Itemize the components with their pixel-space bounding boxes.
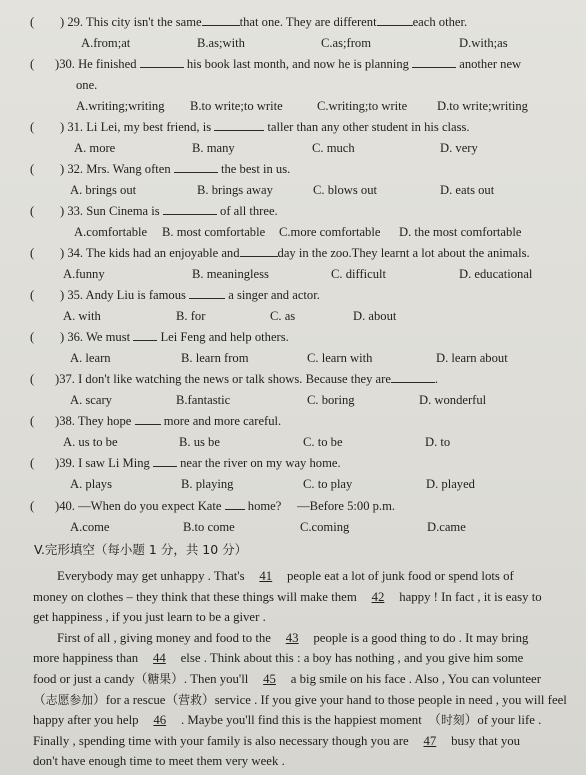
passage-line: get happiness , if you just learn to be a giver . [33,610,266,625]
option-c[interactable]: C.coming [300,520,350,534]
question-39 [0,453,586,495]
option-b[interactable]: B. many [192,141,235,155]
answer-blank[interactable] [140,55,184,68]
answer-blank[interactable] [133,328,157,341]
option-c[interactable]: C. learn with [307,351,373,365]
option-d[interactable]: D. eats out [440,183,495,197]
answer-blank[interactable] [391,370,435,383]
option-a[interactable]: A. plays [70,477,112,491]
option-c[interactable]: C. as [270,309,296,323]
section-title: V.完形填空（每小题 1 分，共 10 分） [34,542,248,557]
answer-blank[interactable] [412,55,456,68]
answer-blank[interactable] [135,412,161,425]
question-stem: ) 31. Li Lei, my best friend, is taller than any other student in his class. [60,120,470,134]
option-a[interactable]: A.from;at [81,36,131,50]
passage-line: food or just a candy（糖果）. Then you'll 45 a big smile on his face . Also , You can volunteer [33,669,569,690]
option-d[interactable]: D.with;as [459,36,508,50]
answer-paren[interactable]: ( [30,246,35,260]
blank-41[interactable]: 41 [259,569,273,583]
blank-43[interactable]: 43 [285,630,299,645]
option-a[interactable]: A. with [63,309,101,323]
answer-blank[interactable] [189,286,225,299]
answer-paren[interactable]: ( [30,372,35,386]
answer-blank[interactable] [225,497,245,510]
option-d[interactable]: D. wonderful [419,393,487,407]
question-stem: )38. They hope more and more careful. [55,414,282,428]
option-b[interactable]: B. for [176,309,206,323]
option-b[interactable]: B. us be [179,435,220,449]
option-d[interactable]: D. very [440,141,478,155]
option-b[interactable]: B.to come [183,520,235,534]
answer-blank[interactable] [174,160,218,173]
option-c[interactable]: C. to be [303,435,343,449]
question-stem: )40. —When do you expect Kate home? —Before 5:00 p.m. [55,499,396,513]
question-35 [0,285,586,327]
question-stem: ) 36. We must Lei Feng and help others. [60,330,289,344]
answer-paren[interactable]: ( [30,288,35,302]
question-34 [0,243,586,285]
question-stem: ) 35. Andy Liu is famous a singer and actor. [60,288,320,302]
question-36 [0,327,586,369]
answer-paren[interactable]: ( [30,120,35,134]
answer-paren[interactable]: ( [30,414,35,428]
passage-line: （志愿参加）for a rescue（营救）service . If you give your hand to those people in need , you will feel [33,692,567,707]
question-stem: )37. I don't like watching the news or talk shows. Because they are . [55,372,439,386]
answer-blank[interactable] [377,13,413,26]
question-37 [0,369,586,411]
option-d[interactable]: D. about [353,309,397,323]
option-a[interactable]: A.writing;writing [76,99,165,113]
blank-44[interactable]: 44 [153,651,166,666]
option-d[interactable]: D.came [427,520,466,534]
question-40 [0,496,586,538]
option-c[interactable]: C.as;from [321,36,372,50]
option-d[interactable]: D. educational [459,267,533,281]
option-b[interactable]: B.as;with [197,36,245,50]
question-stem: ) 29. This city isn't the same that one. They are different each other. [60,15,468,29]
answer-blank[interactable] [163,202,217,215]
blank-45[interactable]: 45 [263,671,276,686]
answer-paren[interactable]: ( [30,456,35,470]
passage-line: happy after you help 46 . Maybe you'll find this is the happiest moment （时刻）of your life . [33,710,569,731]
answer-paren[interactable]: ( [30,204,35,218]
option-c[interactable]: C. to play [303,477,353,491]
option-c[interactable]: C.writing;to write [317,99,408,113]
option-c[interactable]: C.more comfortable [279,225,381,239]
passage-line: don't have enough time to meet them very week . [33,754,285,769]
option-d[interactable]: D. to [425,435,451,449]
answer-paren[interactable]: ( [30,162,35,176]
question-stem: ) 34. The kids had an enjoyable and day in the zoo.They learnt a lot about the animals. [60,246,530,260]
question-stem: ) 32. Mrs. Wang often the best in us. [60,162,291,176]
passage-line: more happiness than 44 else . Think about this : a boy has nothing , and you give him some [33,648,569,669]
option-b[interactable]: B. most comfortable [162,225,266,239]
option-a[interactable]: A.funny [63,267,105,281]
answer-paren[interactable]: ( [30,330,35,344]
cloze-passage [33,566,569,772]
passage-line: Finally , spending time with your family is also necessary though you are 47 busy that you [33,731,569,752]
blank-46[interactable]: 46 [153,713,167,728]
option-b[interactable]: B.fantastic [176,393,231,407]
passage-line: Everybody may get unhappy . That's 41 people eat a lot of junk food or spend lots of [33,566,569,587]
blank-47[interactable]: 47 [423,733,437,748]
option-b[interactable]: B. learn from [181,351,249,365]
blank-42[interactable]: 42 [371,589,385,604]
question-30 [0,54,586,117]
question-31 [0,117,586,159]
option-a[interactable]: A. learn [70,351,111,365]
option-d[interactable]: D. learn about [436,351,508,365]
option-b[interactable]: B. brings away [197,183,273,197]
option-a[interactable]: A.comfortable [74,225,148,239]
option-c[interactable]: C. boring [307,393,355,407]
answer-blank[interactable] [153,454,177,467]
option-a[interactable]: A.come [70,520,110,534]
option-a[interactable]: A. scary [70,393,112,407]
question-stem: ) 33. Sun Cinema is of all three. [60,204,278,218]
option-b[interactable]: B. playing [181,477,234,491]
option-d[interactable]: D. the most comfortable [399,225,522,239]
question-29 [0,12,586,54]
question-38 [0,411,586,453]
question-stem: )39. I saw Li Ming near the river on my way home. [55,456,341,470]
answer-paren[interactable]: ( [30,15,35,29]
answer-paren[interactable]: ( [30,499,35,513]
option-d[interactable]: D. played [426,477,475,491]
question-33 [0,201,586,243]
option-d[interactable]: D.to write;writing [437,99,528,113]
question-32 [0,159,586,201]
passage-line: First of all , giving money and food to the 43 people is a good thing to do . It may bring [33,628,569,649]
option-a[interactable]: A. more [74,141,116,155]
question-stem: )30. He finished his book last month, and now he is planning another new [55,57,522,71]
answer-blank[interactable] [214,118,264,131]
option-c[interactable]: C. difficult [331,267,387,281]
option-a[interactable]: A. us to be [63,435,118,449]
option-c[interactable]: C. blows out [313,183,378,197]
option-b[interactable]: B.to write;to write [190,99,283,113]
passage-line: money on clothes – they think that these things will make them 42 happy ! In fact , it is easy to [33,587,569,608]
option-c[interactable]: C. much [312,141,355,155]
option-b[interactable]: B. meaningless [192,267,269,281]
answer-blank[interactable] [240,244,278,257]
answer-blank[interactable] [202,13,240,26]
answer-paren[interactable]: ( [30,57,35,71]
question-continuation: one. [76,78,98,92]
option-a[interactable]: A. brings out [70,183,137,197]
